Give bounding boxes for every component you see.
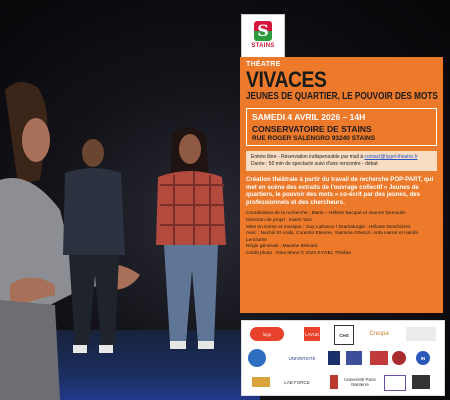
sponsor-logo — [330, 375, 338, 389]
show-subtitle: JEUNES DE QUARTIER, LE POUVOIR DES MOTS — [246, 91, 438, 102]
credit-line: Coordination de la recherche : Marie – Hélène Bacqué et Jeanne Demoulin — [246, 211, 406, 217]
duration-line: Durée : 50 min de spectacle suivi d'une rencontre - débat — [251, 161, 378, 167]
sponsor-logos — [241, 320, 445, 396]
stains-logo-letter: S — [257, 21, 269, 40]
sponsor-logo: logo — [250, 327, 284, 341]
sponsor-logo — [328, 351, 340, 365]
sponsor-logo: Crespa — [369, 330, 389, 337]
event-box — [246, 108, 437, 146]
contact-email-link[interactable]: contact@lygel-theatre.fr — [364, 154, 418, 160]
credits — [246, 211, 437, 257]
reservation-box — [246, 151, 437, 171]
sponsor-logo: UNIVERSITÉ — [288, 355, 316, 361]
credit-line: Mise en scène et musique : Guy Lafrance / Dramaturgie : Héloïse Deschières — [246, 224, 411, 230]
sponsor-logo: Université Paris Nanterre — [344, 377, 376, 387]
sponsor-logo — [406, 327, 436, 341]
info-panel — [240, 57, 443, 313]
credit-line: Crédit photo : Nina Munn © 2022 KYGEL Théâtre — [246, 250, 352, 256]
performer-middle — [55, 135, 145, 370]
sponsor-logo — [248, 349, 266, 367]
show-title: VIVACES — [246, 67, 327, 92]
sponsor-logo — [392, 351, 406, 365]
event-address: RUE ROGER SALENGRO 93240 STAINS — [252, 135, 376, 142]
sponsor-logo: LAVUE — [304, 327, 320, 341]
credit-line: Régie générale : Maxime Brécard — [246, 244, 318, 250]
sponsor-logo: LAB FORCE — [284, 379, 310, 385]
kicker: THÉATRE — [246, 61, 281, 68]
sponsor-logo — [370, 351, 388, 365]
stains-logo-wordmark: STAINS — [251, 43, 275, 49]
event-date: SAMEDI 4 AVRIL 2026 – 14H — [252, 112, 366, 122]
performer-right — [150, 125, 240, 360]
reservation-text: Entrée libre - Réservation indispensable par mail à — [251, 154, 365, 160]
sponsor-logo — [252, 377, 270, 387]
description: Création théâtrale à partir du travail de recherche POP-PART, qui met en scène des extraits de l'ouvrage collectif « Jeunes de quartiers, le pouvoir des mots » co-écrit par des jeunes, des professionnels et des chercheurs. — [246, 176, 434, 206]
sponsor-logo: CHS — [334, 325, 354, 345]
sponsor-logo — [384, 375, 406, 391]
credit-line: Avec : Nachiri El Arabi, Corentin Etienne, Yasmina Ghemzi, Aïda Harret et Hanifa Lenclume — [246, 231, 418, 243]
sponsor-logo: IN — [416, 351, 430, 365]
reservation-line — [251, 154, 432, 161]
sponsor-logo — [346, 351, 362, 365]
sponsor-logo — [412, 375, 430, 389]
credit-line: Direction de projet : Karim Yazi — [246, 217, 312, 223]
event-venue: CONSERVATOIRE DE STAINS — [252, 124, 372, 134]
stains-logo — [241, 14, 285, 58]
